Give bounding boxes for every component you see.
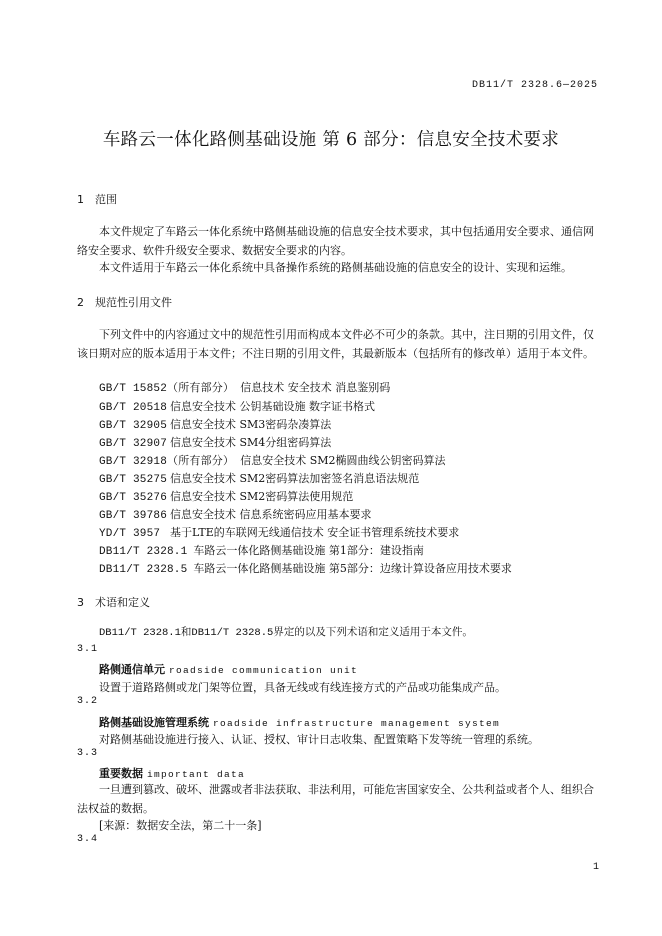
scope-paragraph-2: 本文件适用于车路云一体化系统中具备操作系统的路侧基础设施的信息安全的设计、实现和运维。: [99, 261, 572, 274]
standard-code: DB11/T 2328.6—2025: [471, 80, 598, 91]
section-title: 规范性引用文件: [95, 296, 172, 309]
reference-item: [99, 398, 375, 414]
section-title: 范围: [95, 193, 117, 206]
reference-title: 基于LTE的车联网无线通信技术 安全证书管理系统技术要求: [170, 526, 460, 539]
reference-title: 信息安全技术 SM4分组密码算法: [170, 436, 332, 449]
reference-title: 车路云一体化路侧基础设施 第1部分：建设指南: [193, 544, 424, 557]
reference-code: GB/T 39786: [99, 510, 168, 522]
term-heading: [99, 765, 245, 781]
scope-paragraph-1: 本文件规定了车路云一体化系统中路侧基础设施的信息安全技术要求，其中包括通用安全要求、通信网络安全要求、软件升级安全要求、数据安全要求的内容。: [77, 225, 594, 257]
term-en: roadside communication unit: [169, 665, 359, 676]
reference-code: GB/T 32907: [99, 438, 168, 450]
section-number: 1: [77, 193, 84, 206]
reference-item: [99, 416, 331, 432]
term-number: 3.3: [77, 748, 99, 759]
term-number: 3.4: [77, 834, 99, 845]
reference-item: [99, 488, 353, 504]
page-number: 1: [593, 862, 600, 873]
reference-item: [99, 452, 446, 468]
reference-item: [99, 379, 390, 395]
reference-code: GB/T 35276: [99, 492, 168, 504]
reference-code: DB11/T 2328.1: [99, 546, 188, 558]
reference-item: [99, 542, 424, 558]
reference-item: [99, 560, 512, 576]
reference-code: GB/T 20518: [99, 402, 168, 414]
term-zh: 重要数据: [99, 767, 143, 780]
section-1-heading: [77, 191, 117, 207]
section-number: 2: [77, 296, 84, 309]
term-en: important data: [147, 769, 246, 780]
term-definition: 对路侧基础设施进行接入、认证、授权、审计日志收集、配置策略下发等统一管理的系统。: [99, 733, 539, 746]
reference-code: GB/T 32905: [99, 420, 168, 432]
section-number: 3: [77, 596, 84, 609]
section-3-heading: [77, 594, 150, 610]
reference-item: [99, 470, 419, 486]
reference-code: GB/T 15852（所有部分）: [99, 383, 235, 395]
section-2-heading: [77, 294, 172, 310]
reference-title: 信息安全技术 公钥基础设施 数字证书格式: [170, 400, 375, 413]
term-number: 3.2: [77, 696, 99, 707]
reference-code: GB/T 35275: [99, 474, 168, 486]
document-title: 车路云一体化路侧基础设施 第 6 部分：信息安全技术要求: [102, 130, 560, 150]
reference-item: [99, 434, 331, 450]
reference-item: [99, 506, 372, 522]
term-en: roadside infrastructure management system: [213, 718, 501, 729]
terms-intro: DB11/T 2328.1和DB11/T 2328.5界定的以及下列术语和定义适用于本文件。: [99, 627, 473, 639]
reference-code: DB11/T 2328.5: [99, 564, 188, 576]
references-intro: 下列文件中的内容通过文中的规范性引用而构成本文件必不可少的条款。其中，注日期的引用文件，仅该日期对应的版本适用于本文件；不注日期的引用文件，其最新版本（包括所有的修改单）适用于本文件。: [77, 328, 594, 360]
reference-title: 车路云一体化路侧基础设施 第5部分：边缘计算设备应用技术要求: [193, 562, 512, 575]
term-number: 3.1: [77, 644, 99, 655]
term-definition: 一旦遭到篡改、破坏、泄露或者非法获取、非法利用，可能危害国家安全、公共利益或者个人、组织合法权益的数据。: [77, 783, 594, 815]
reference-title: 信息安全技术 信息系统密码应用基本要求: [170, 508, 372, 521]
reference-title: 信息安全技术 SM2密码算法加密签名消息语法规范: [170, 472, 420, 485]
section-title: 术语和定义: [95, 596, 150, 609]
reference-title: 信息安全技术 SM2椭圆曲线公钥密码算法: [240, 454, 446, 467]
term-source: [来源：数据安全法，第二十一条]: [99, 819, 262, 832]
reference-code: GB/T 32918（所有部分）: [99, 456, 235, 468]
reference-code: YD/T 3957: [99, 528, 161, 540]
reference-item: [99, 524, 459, 540]
term-zh: 路侧基础设施管理系统: [99, 716, 209, 729]
reference-title: 信息技术 安全技术 消息鉴别码: [240, 381, 391, 394]
term-zh: 路侧通信单元: [99, 663, 165, 676]
term-heading: [99, 714, 500, 730]
term-definition: 设置于道路路侧或龙门架等位置，具备无线或有线连接方式的产品或功能集成产品。: [99, 681, 506, 694]
term-heading: [99, 661, 358, 677]
reference-title: 信息安全技术 SM3密码杂凑算法: [170, 418, 332, 431]
reference-title: 信息安全技术 SM2密码算法使用规范: [170, 490, 354, 503]
